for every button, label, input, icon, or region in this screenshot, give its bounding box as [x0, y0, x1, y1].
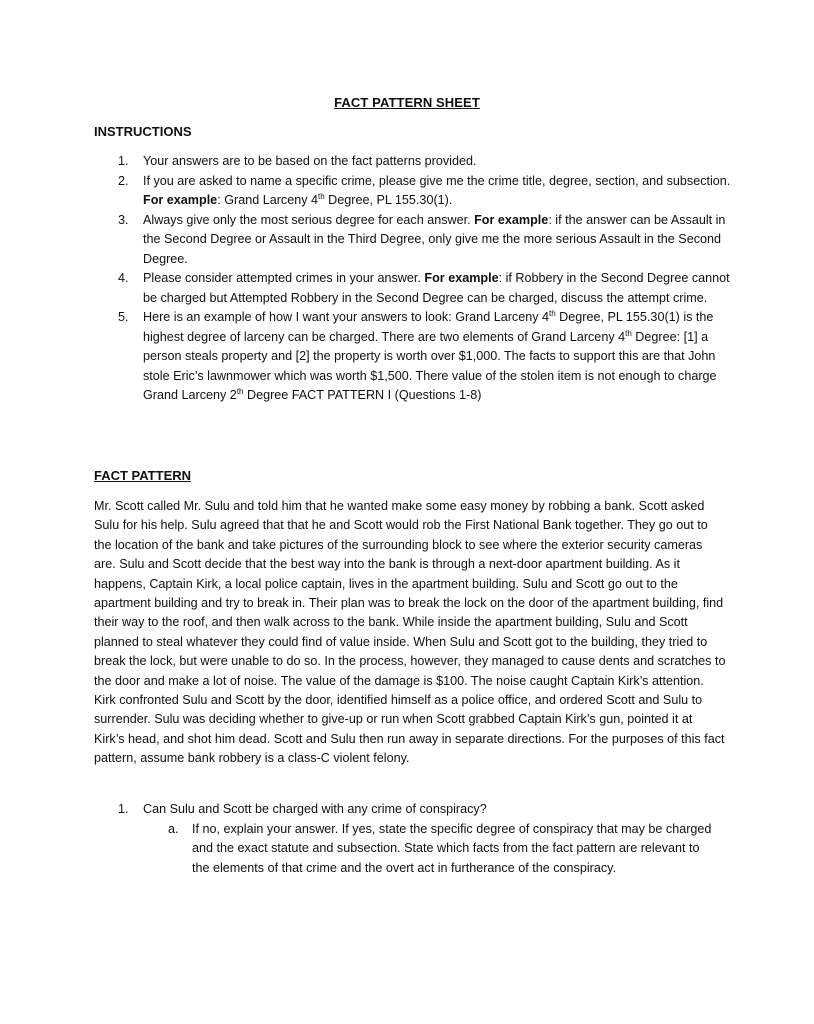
instruction-text: Degree FACT PATTERN I (Questions 1-8) [243, 388, 482, 402]
instruction-item [118, 211, 738, 270]
instruction-text: Always give only the most serious degree for each answer. [143, 212, 475, 227]
ordinal-suffix: th [549, 308, 556, 318]
instruction-text: Degree, PL 155.30(1) is the highest degree of larceny can be charged. There are two elements of Grand Larceny 4 [143, 310, 714, 344]
instructions-list [118, 152, 738, 406]
instruction-item [118, 152, 738, 172]
ordinal-suffix: th [236, 386, 244, 396]
instruction-text: Degree, PL 155.30(1). [324, 193, 453, 207]
instruction-number: 5. [118, 310, 129, 324]
document-title: FACT PATTERN SHEET [334, 95, 480, 110]
instruction-number: 4. [118, 271, 129, 285]
example-label: For example [424, 271, 499, 285]
fact-pattern-heading: FACT PATTERN [94, 468, 192, 483]
fact-pattern-text: Mr. Scott called Mr. Sulu and told him that he wanted make some easy money by robbing a bank. Scott asked Sulu for his help. Sulu agreed that that he and Scott would rob the First National Bank together. They go out to the location of the bank and take pictures of the surrounding block to see where the exterior security cameras are. Sulu and Scott decide that the best way into the bank is through a next-door apartment building. As it happens, Captain Kirk, a local police captain, lives in the apartment building. Sulu and Scott go out to the apartment building and try to break in. Their plan was to break the lock on the door of the apartment building, find their way to the roof, and then walk across to the bank. While inside the apartment building, Sulu and Scott planned to steal whatever they could find of value inside. When Sulu and Scott got to the building, they tried to break the lock, but were unable to do so. In the process, however, they managed to cause dents and scratches to the door and make a lot of noise. The value of the damage is $100. The noise caught Captain Kirk’s attention. Kirk confronted Sulu and Scott by the door, identified himself as a police office, and ordered Scott and Sulu to surrender. Sulu was deciding whether to give-up or run when Scott grabbed Captain Kirk’s gun, pointed it at Kirk’s head, and shot him dead. Scott and Sulu then run away in separate directions. For the purposes of this fact pattern, assume bank robbery is a class-C violent felony. [94, 499, 726, 766]
sub-question-text: If no, explain your answer. If yes, state the specific degree of conspiracy that may be charged and the exact statute and subsection. State which facts from the fact pattern are relevant to the elements of that crime and the overt act in furtherance of the conspiracy. [192, 821, 712, 875]
sub-question-list [143, 820, 718, 879]
instruction-item [118, 269, 738, 308]
sub-question-letter: a. [168, 821, 179, 836]
instruction-text: : Grand Larceny 4 [217, 193, 319, 207]
instruction-number: 3. [118, 212, 129, 227]
ordinal-suffix: th [625, 328, 632, 338]
instruction-text: : if the answer can be Assault in the Second Degree or Assault in the Third Degree, only give me the more serious Assault in the Second Degree. [143, 212, 726, 266]
instruction-text: : if Robbery in the Second Degree cannot be charged but Attempted Robbery in the Second Degree can be charged, discuss the attempt crime. [143, 271, 730, 305]
sub-question-item [168, 820, 718, 879]
instruction-text: Your answers are to be based on the fact patterns provided. [143, 154, 477, 168]
instruction-number: 1. [118, 154, 129, 168]
example-label: For example [474, 212, 549, 227]
question-text: Can Sulu and Scott be charged with any crime of conspiracy? [143, 802, 487, 816]
questions-list [118, 800, 718, 878]
ordinal-suffix: th [318, 191, 325, 201]
example-label: For example [143, 193, 218, 207]
instructions-heading: INSTRUCTIONS [94, 124, 192, 139]
question-number: 1. [118, 802, 129, 816]
instruction-item [118, 172, 738, 211]
instruction-item [118, 308, 738, 406]
instruction-text: Please consider attempted crimes in your answer. [143, 271, 425, 285]
instruction-number: 2. [118, 173, 129, 188]
instruction-text: Here is an example of how I want your answers to look: Grand Larceny 4 [143, 310, 550, 324]
question-item [118, 800, 718, 878]
instruction-text: Degree: [1] a person steals property and [2] the property is worth over $1,000. The facts to support this are that John stole Eric’s lawnmower which was worth $1,500. There value of the stolen item is not enough to charge Grand Larceny 2 [143, 329, 717, 402]
instruction-text: If you are asked to name a specific crime, please give me the crime title, degree, section, and subsection. [143, 173, 731, 188]
